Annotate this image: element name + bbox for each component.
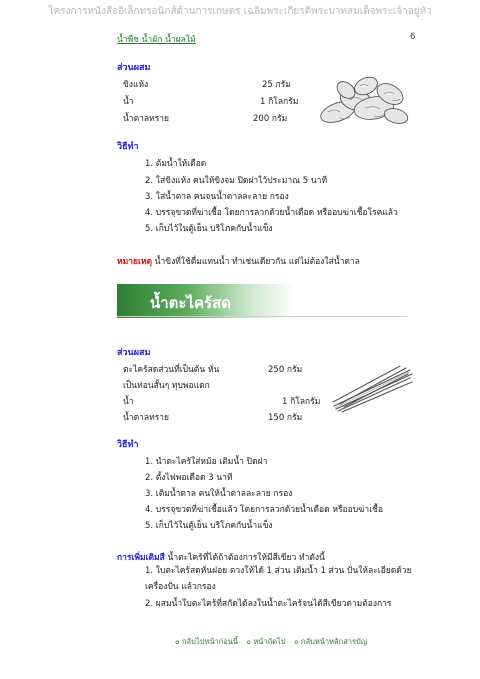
ingredient-name: น้ำตาลทราย [123, 114, 170, 124]
method-step: 2. ใส่ขิงแห้ง คนให้ขิงจม ปิดฝาไว้ประมาณ 5 นาที [145, 176, 328, 186]
footer-nav [175, 636, 373, 648]
note-label: หมายเหตุ [117, 257, 152, 267]
ingredient-amount: 250 กรัม [268, 365, 303, 375]
ingredient-name: น้ำ [123, 97, 134, 107]
enhance-step: 1. ใบตะไคร้สดหั่นฝอย ตวงให้ได้ 1 ส่วน เติมน้ำ 1 ส่วน ปั่นให้ละเอียดด้วย [145, 566, 412, 576]
method-step: 4. บรรจุขวดที่ฆ่าเชื้อ โดยการลวกด้วยน้ำเดือด หรืออบฆ่าเชื้อโรคแล้ว [145, 208, 398, 218]
method-step: 2. ตั้งไฟพอเดือด 3 นาที [145, 473, 233, 483]
ingredient-name: ตะไคร้สดส่วนที่เป็นต้น หั่น [123, 365, 220, 375]
ingredient-name: น้ำ [123, 397, 134, 407]
ingredient-name: เป็นท่อนสั้นๆ ทุบพอแตก [123, 381, 210, 391]
ingredient-amount: 1 กิโลกรัม [282, 397, 321, 407]
note [117, 249, 360, 268]
ingredient-amount: 200 กรัม [253, 114, 288, 124]
method-step: 3. เติมน้ำตาล คนให้น้ำตาลละลาย กรอง [145, 489, 293, 499]
ginger-illustration [316, 72, 412, 132]
method-step: 5. เก็บไว้ในตู้เย็น บริโภคกับน้ำแข็ง [145, 521, 273, 531]
enhance-label: การเพิ่มเติมสี [117, 553, 165, 563]
ingredient-name: น้ำตาลทราย [123, 413, 170, 423]
breadcrumb-link[interactable]: น้ำพืช น้ำผัก น้ำผลไม้ [117, 35, 196, 45]
method-step: 5. เก็บไว้ในตู้เย็น บริโภคกับน้ำแข็ง [145, 224, 273, 234]
banner-divider [117, 316, 407, 317]
ingredients-heading: ส่วนผสม [117, 63, 151, 73]
method-heading: วิธีทำ [117, 440, 139, 450]
method-step: 1. ต้มน้ำให้เดือด [145, 159, 207, 169]
note-text: น้ำขิงที่ใช้ดื่มแทนน้ำ ทำเช่นเดียวกัน แต่ไม่ต้องใส่น้ำตาล [152, 257, 360, 267]
ingredients-heading: ส่วนผสม [117, 348, 151, 358]
ingredient-amount: 150 กรัม [268, 413, 303, 423]
page-number: 6 [410, 32, 416, 42]
ingredient-amount: 1 กิโลกรัม [260, 97, 299, 107]
ingredient-amount: 25 กรัม [262, 80, 291, 90]
lemongrass-illustration [330, 362, 414, 414]
method-step: 4. บรรจุขวดที่ฆ่าเชื้อแล้ว โดยการลวกด้วยน้ำเดือด หรืออบฆ่าเชื้อ [145, 505, 383, 515]
enhance-step: เครื่องปั่น แล้วกรอง [145, 582, 216, 592]
next-page-link[interactable]: ๐ หน้าถัดไป [246, 637, 286, 646]
contents-link[interactable]: ๐ กลับหน้าหลักสารบัญ [293, 637, 368, 646]
header-title: โครงการหนังสืออิเล็กทรอนิกส์ด้านการเกษตร เฉลิมพระเกียรติพระบาทสมเด็จพระเจ้าอยู่หัว [48, 6, 432, 17]
recipe-title: น้ำตะไคร้สด [150, 294, 232, 312]
method-step: 1. นำตะไคร้ใส่หม้อ เติมน้ำ ปิดฝา [145, 457, 268, 467]
prev-page-link[interactable]: ๐ กลับไปหน้าก่อนนี้ [175, 637, 238, 646]
method-step: 3. ใส่น้ำตาล คนจนน้ำตาลละลาย กรอง [145, 192, 289, 202]
ingredient-name: ขิงแห้ง [123, 80, 149, 90]
enhance-text: น้ำตะไคร้ที่ได้ถ้าต้องการให้มีสีเขียว ทำดังนี้ [164, 553, 325, 563]
method-heading: วิธีทำ [117, 142, 139, 152]
enhance-step: 2. ผสมน้ำใบตะไคร้ที่สกัดได้ลงในน้ำตะไคร้จนได้สีเขียวตามต้องการ [145, 599, 392, 609]
enhance-intro [117, 545, 325, 564]
